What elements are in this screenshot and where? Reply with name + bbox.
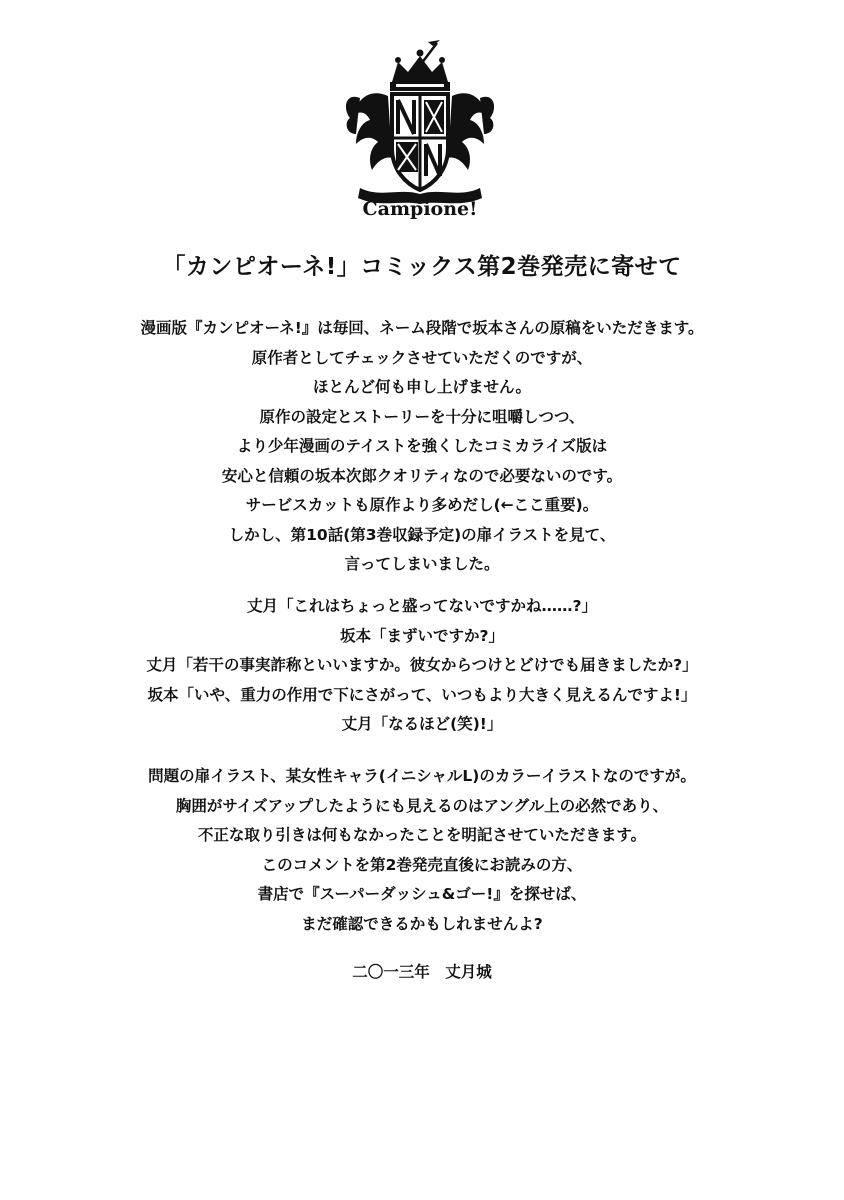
text-line: サービスカットも原作より多めだし(←ここ重要)。: [245, 496, 599, 514]
text-line: より少年漫画のテイストを強くしたコミカライズ版は: [236, 437, 608, 455]
text-line: ほとんど何も申し上げません。: [313, 378, 531, 396]
text-line: 不正な取り引きは何もなかったことを明記させていただきます。: [197, 826, 647, 844]
dialogue-line: 丈月「若干の事実詐称といいますか。彼女からつけとどけでも届きましたか?」: [146, 656, 698, 674]
text-line: 漫画版『カンピオーネ!』は毎回、ネーム段階で坂本さんの原稿をいただきます。: [140, 319, 704, 337]
paragraph-dialogue: [0, 592, 844, 740]
page-title: 「カンピオーネ!」コミックス第2巻発売に寄せて: [162, 254, 682, 280]
dialogue-line: 坂本「いや、重力の作用で下にさがって、いつもより大きく見えるんですよ!」: [147, 685, 697, 704]
text-line: 原作の設定とストーリーを十分に咀嚼しつつ、: [259, 407, 585, 426]
signature: [0, 958, 844, 988]
campione-crest-logo: [340, 38, 500, 228]
text-line: 書店で『スーパーダッシュ&ゴー!』を探せば、: [257, 885, 587, 903]
signature-line: 二〇一三年 丈月城: [352, 963, 492, 981]
dialogue-line: 丈月「これはちょっと盛ってないですかね……?」: [247, 597, 597, 615]
text-line: このコメントを第2巻発売直後にお読みの方、: [261, 855, 583, 874]
text-line: 安心と信頼の坂本次郎クオリティなので必要ないのです。: [221, 466, 623, 485]
dialogue-line: 坂本「まずいですか?」: [340, 626, 504, 645]
paragraph-intro: [0, 314, 844, 580]
text-line: しかし、第10話(第3巻収録予定)の扉イラストを見て、: [228, 525, 616, 544]
paragraph-closing: [0, 762, 844, 939]
text-line: 原作者としてチェックさせていただくのですが、: [251, 348, 593, 367]
text-line: 問題の扉イラスト、某女性キャラ(イニシャルL)のカラーイラストなのですが。: [148, 767, 696, 785]
text-line: まだ確認できるかもしれませんよ?: [301, 914, 543, 933]
text-line: 胸囲がサイズアップしたようにも見えるのはアングル上の必然であり、: [175, 796, 669, 815]
dialogue-line: 丈月「なるほど(笑)!」: [341, 715, 503, 733]
text-line: 言ってしまいました。: [344, 555, 500, 573]
logo-wordmark: Campione!: [362, 198, 478, 220]
